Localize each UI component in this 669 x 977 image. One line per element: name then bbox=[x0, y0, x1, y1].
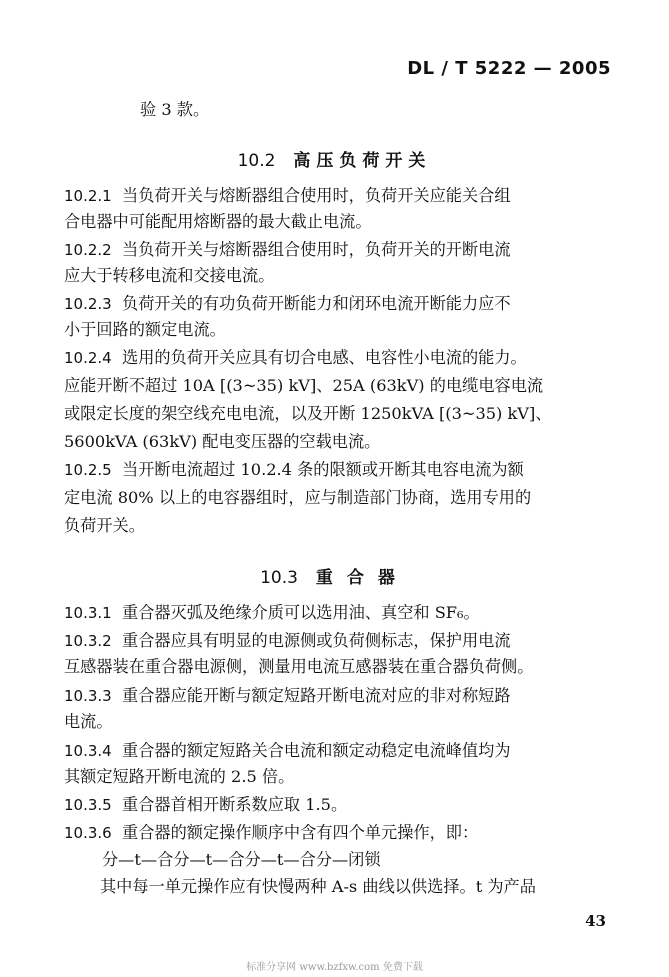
text-line: 合电器中可能配用熔断器的最大截止电流。 bbox=[64, 212, 372, 231]
section-heading-10-3: 10.3 重合器 bbox=[260, 568, 409, 588]
clause-10-2-4: 10.2.4 选用的负荷开关应具有切合电感、电容性小电流的能力。 bbox=[64, 348, 527, 367]
page-number: 43 bbox=[585, 912, 606, 930]
text-line: 其中每一单元操作应有快慢两种 A-s 曲线以供选择。t 为产品 bbox=[100, 877, 536, 896]
clause-10-3-5: 10.3.5 重合器首相开断系数应取 1.5。 bbox=[64, 795, 348, 814]
clause-10-3-3: 10.3.3 重合器应能开断与额定短路开断电流对应的非对称短路 bbox=[64, 686, 511, 705]
clause-10-3-1: 10.3.1 重合器灭弧及绝缘介质可以选用油、真空和 SF₆。 bbox=[64, 603, 480, 622]
clause-10-2-5: 10.2.5 当开断电流超过 10.2.4 条的限额或开断其电容电流为额 bbox=[64, 460, 524, 479]
clause-10-2-2: 10.2.2 当负荷开关与熔断器组合使用时，负荷开关的开断电流 bbox=[64, 240, 511, 259]
text-line: 应大于转移电流和交接电流。 bbox=[64, 266, 275, 285]
text-line: 应能开断不超过 10A [(3~35) kV]、25A (63kV) 的电缆电容电流 bbox=[64, 376, 544, 395]
document-code: DL / T 5222 — 2005 bbox=[407, 58, 611, 79]
clause-10-3-2: 10.3.2 重合器应具有明显的电源侧或负荷侧标志，保护用电流 bbox=[64, 631, 511, 650]
text-line: 负荷开关。 bbox=[64, 516, 145, 535]
text-line: 互感器装在重合器电源侧，测量用电流互感器装在重合器负荷侧。 bbox=[64, 657, 534, 676]
operation-sequence: 分—t—合分—t—合分—t—合分—闭锁 bbox=[102, 850, 381, 869]
clause-10-3-4: 10.3.4 重合器的额定短路关合电流和额定动稳定电流峰值均为 bbox=[64, 741, 511, 760]
section-heading-10-2: 10.2 高压负荷开关 bbox=[237, 151, 432, 171]
text-line: 定电流 80% 以上的电容器组时，应与制造部门协商，选用专用的 bbox=[64, 488, 532, 507]
text-line: 验 3 款。 bbox=[140, 100, 210, 119]
text-line: 或限定长度的架空线充电电流，以及开断 1250kVA [(3~35) kV]、 bbox=[64, 404, 552, 423]
clause-10-3-6: 10.3.6 重合器的额定操作顺序中含有四个单元操作，即： bbox=[64, 823, 479, 842]
text-line: 其额定短路开断电流的 2.5 倍。 bbox=[64, 767, 295, 786]
clause-10-2-3: 10.2.3 负荷开关的有功负荷开断能力和闭环电流开断能力应不 bbox=[64, 294, 511, 313]
footer-watermark: 标准分享网 www.bzfxw.com 免费下载 bbox=[246, 962, 423, 973]
text-line: 电流。 bbox=[64, 712, 113, 731]
text-line: 小于回路的额定电流。 bbox=[64, 320, 226, 339]
clause-10-2-1: 10.2.1 当负荷开关与熔断器组合使用时，负荷开关应能关合组 bbox=[64, 186, 511, 205]
text-line: 5600kVA (63kV) 配电变压器的空载电流。 bbox=[64, 432, 381, 451]
